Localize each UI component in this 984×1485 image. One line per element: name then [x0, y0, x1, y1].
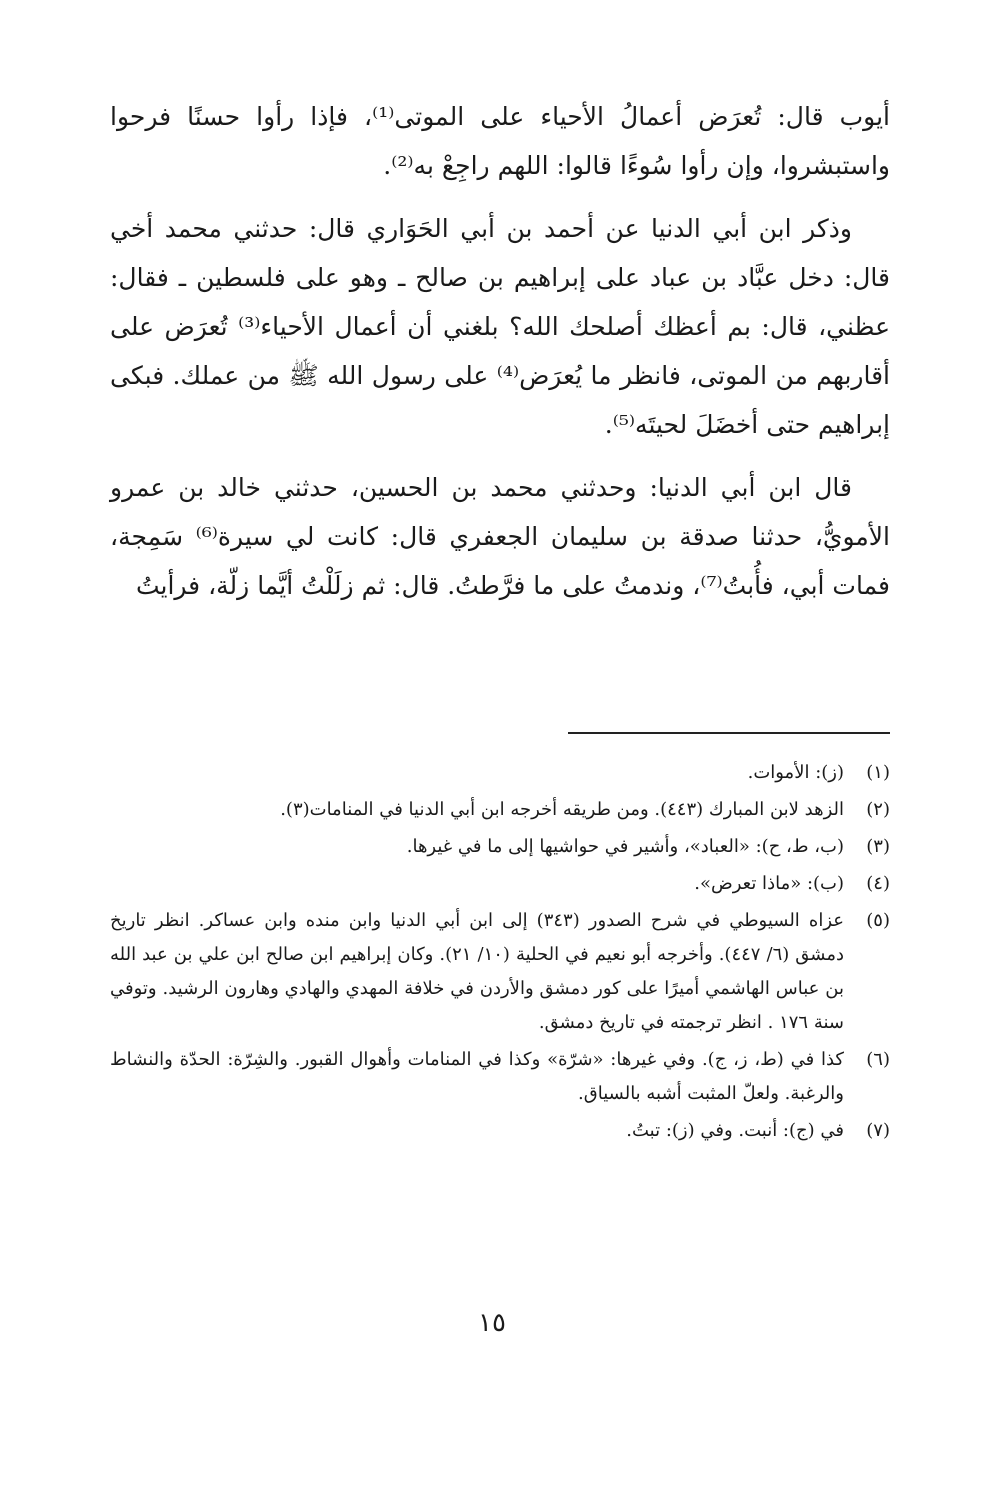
- paragraph: أيوب قال: تُعرَض أعمالُ الأحياء على الموتى⁽¹⁾، فإذا رأوا حسنًا فرحوا واستبشروا، وإن رأوا سُوءًا قالوا: اللهم راجِعْ به⁽²⁾.: [110, 102, 890, 180]
- footnote-item: [110, 756, 890, 790]
- page-number: ١٥: [478, 1308, 506, 1338]
- footnote-text: كذا في (ط، ز، ج). وفي غيرها: «شرّة» وكذا في المنامات وأهوال القبور. والشِرّة: الحدّة والنشاط والرغبة. ولعلّ المثبت أشبه بالسياق.: [110, 1049, 844, 1104]
- footnote-number: (١): [866, 762, 890, 783]
- footnote-number: (٥): [866, 910, 890, 931]
- paragraph: وذكر ابن أبي الدنيا عن أحمد بن أبي الحَوَاري قال: حدثني محمد أخي قال: دخل عبَّاد بن عباد على إبراهيم بن صالح ـ وهو على فلسطين ـ فقال: عظني، قال: بم أعظك أصلحك الله؟ بلغني أن أعمال الأحياء⁽³⁾ تُعرَض على أقاربهم من الموتى، فانظر ما يُعرَض⁽⁴⁾ على رسول الله ﷺ من عملك. فبكى إبراهيم حتى أخضَلَ لحيتَه⁽⁵⁾.: [110, 214, 890, 439]
- footnote-text: (ب، ط، ح): «العباد»، وأشير في حواشيها إلى ما في غيرها.: [406, 836, 844, 857]
- main-text: [110, 92, 890, 624]
- footnote-divider: [568, 732, 890, 734]
- footnote-number: (٦): [866, 1049, 890, 1070]
- footnote-item: [110, 867, 890, 901]
- footnote-text: الزهد لابن المبارك (٤٤٣). ومن طريقه أخرجه ابن أبي الدنيا في المنامات(٣).: [280, 799, 844, 820]
- footnote-item: [110, 1114, 890, 1148]
- footnote-number: (٧): [866, 1120, 890, 1141]
- footnote-text: (ز): الأموات.: [747, 762, 844, 783]
- footnote-number: (٢): [866, 799, 890, 820]
- footnote-text: عزاه السيوطي في شرح الصدور (٣٤٣) إلى ابن أبي الدنيا وابن منده وابن عساكر. انظر تاريخ دمشق (٦/ ٤٤٧). وأخرجه أبو نعيم في الحلية (١٠/ ٢١). وكان إبراهيم ابن صالح ابن علي بن عبد الله بن عباس الهاشمي أميرًا على كور دمشق والأردن في خلافة المهدي والهادي وهارون الرشيد. وتوفي سنة ١٧٦ . انظر ترجمته في تاريخ دمشق.: [110, 910, 845, 1033]
- footnote-item: [110, 1043, 890, 1111]
- footnote-text: (ب): «ماذا تعرض».: [694, 873, 844, 894]
- footnote-item: [110, 904, 890, 1040]
- footnotes: [110, 756, 890, 1151]
- footnote-number: (٣): [866, 836, 890, 857]
- footnote-text: في (ج): أنبت. وفي (ز): تبتُ.: [626, 1120, 844, 1141]
- paragraph: قال ابن أبي الدنيا: وحدثني محمد بن الحسين، حدثني خالد بن عمرو الأمويُّ، حدثنا صدقة بن سليمان الجعفري قال: كانت لي سيرة⁽⁶⁾ سَمِجة، فمات أبي، فأُبتُ⁽⁷⁾، وندمتُ على ما فرَّطتُ. قال: ثم زلَلْتُ أيَّما زلّة، فرأيتُ: [110, 473, 890, 600]
- footnote-item: [110, 830, 890, 864]
- footnote-number: (٤): [866, 873, 890, 894]
- footnote-item: [110, 793, 890, 827]
